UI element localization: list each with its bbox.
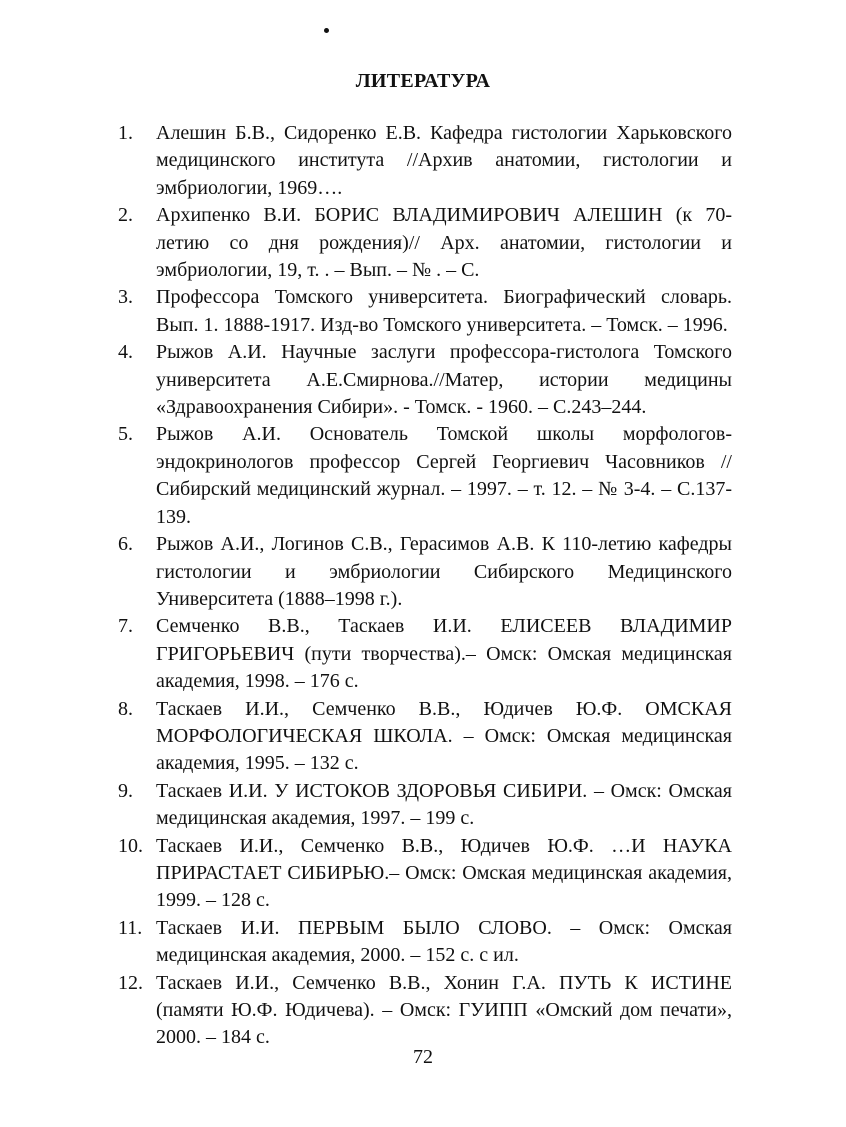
- reference-text: Профессора Томского университета. Биографический словарь. Вып. 1. 1888-1917. Изд-во Томского университета. – Томск. – 1996.: [156, 286, 732, 336]
- reference-number: 7.: [118, 615, 133, 638]
- reference-item-12: [118, 970, 732, 1052]
- page-title: ЛИТЕРАТУРА: [355, 70, 491, 92]
- page-number: 72: [413, 1046, 433, 1068]
- reference-item-1: [118, 120, 732, 202]
- reference-item-9: [118, 778, 732, 833]
- reference-text: Таскаев И.И., Семченко В.В., Юдичев Ю.Ф. …И НАУКА ПРИРАСТАЕТ СИБИРЬЮ.– Омск: Омская медицинская академия, 1999. – 128 с.: [156, 834, 732, 912]
- reference-text: Таскаев И.И., Семченко В.В., Юдичев Ю.Ф. ОМСКАЯ МОРФОЛОГИЧЕСКАЯ ШКОЛА. – Омск: Омская медицинская академия, 1995. – 132 с.: [156, 697, 732, 775]
- reference-item-7: [118, 613, 732, 695]
- reference-item-8: [118, 696, 732, 778]
- reference-item-2: [118, 202, 732, 284]
- reference-number: 6.: [118, 533, 133, 556]
- reference-number: 1.: [118, 122, 133, 144]
- reference-text: Таскаев И.И., Семченко В.В., Хонин Г.А. ПУТЬ К ИСТИНЕ (памяти Ю.Ф. Юдичева). – Омск: ГУИПП «Омский дом печати», 2000. – 184 с.: [156, 971, 732, 1049]
- reference-text: Алешин Б.В., Сидоренко Е.В. Кафедра гистологии Харьковского медицинского института //Архив анатомии, гистологии и эмбриологии, 1969….: [156, 122, 732, 199]
- reference-text: Рыжов А.И. Научные заслуги профессора-гистолога Томского университета А.Е.Смирнова.//Матер, истории медицины «Здравоохранения Сибири». - Томск. - 1960. – С.243–244.: [156, 341, 732, 419]
- reference-item-11: [118, 915, 732, 970]
- reference-number: 11.: [118, 916, 143, 939]
- reference-text: Рыжов А.И., Логинов С.В., Герасимов А.В. К 110-летию кафедры гистологии и эмбриологии Сибирского Медицинского Университета (1888–1998 г.).: [156, 533, 732, 610]
- reference-item-6: [118, 531, 732, 613]
- reference-text: Таскаев И.И. ПЕРВЫМ БЫЛО СЛОВО. – Омск: Омская медицинская академия, 2000. – 152 с. с ил.: [156, 916, 732, 967]
- reference-number: 3.: [118, 286, 133, 309]
- reference-text: Рыжов А.И. Основатель Томской школы морфологов-эндокринологов профессор Сергей Георгиевич Часовников //Сибирский медицинский журнал. – 1997. – т. 12. – № 3-4. – С.137-139.: [156, 423, 732, 528]
- reference-text: Семченко В.В., Таскаев И.И. ЕЛИСЕЕВ ВЛАДИМИР ГРИГОРЬЕВИЧ (пути творчества).– Омск: Омская медицинская академия, 1998. – 176 с.: [156, 615, 732, 693]
- reference-item-3: [118, 284, 732, 339]
- reference-number: 5.: [118, 423, 133, 446]
- reference-number: 4.: [118, 341, 133, 364]
- reference-text: Архипенко В.И. БОРИС ВЛАДИМИРОВИЧ АЛЕШИН (к 70-летию со дня рождения)// Арх. анатомии, гистологии и эмбриологии, 19, т. . – Вып. – № . – С.: [156, 204, 732, 282]
- reference-item-10: [118, 833, 732, 915]
- print-dot: [324, 28, 329, 33]
- reference-list: [118, 120, 732, 1052]
- reference-item-4: [118, 339, 732, 421]
- reference-item-5: [118, 421, 732, 531]
- reference-number: 9.: [118, 779, 133, 802]
- reference-number: 12.: [118, 971, 143, 994]
- reference-number: 2.: [118, 204, 133, 227]
- reference-number: 8.: [118, 697, 133, 720]
- reference-text: Таскаев И.И. У ИСТОКОВ ЗДОРОВЬЯ СИБИРИ. – Омск: Омская медицинская академия, 1997. – 199 с.: [156, 779, 732, 830]
- reference-number: 10.: [118, 834, 143, 857]
